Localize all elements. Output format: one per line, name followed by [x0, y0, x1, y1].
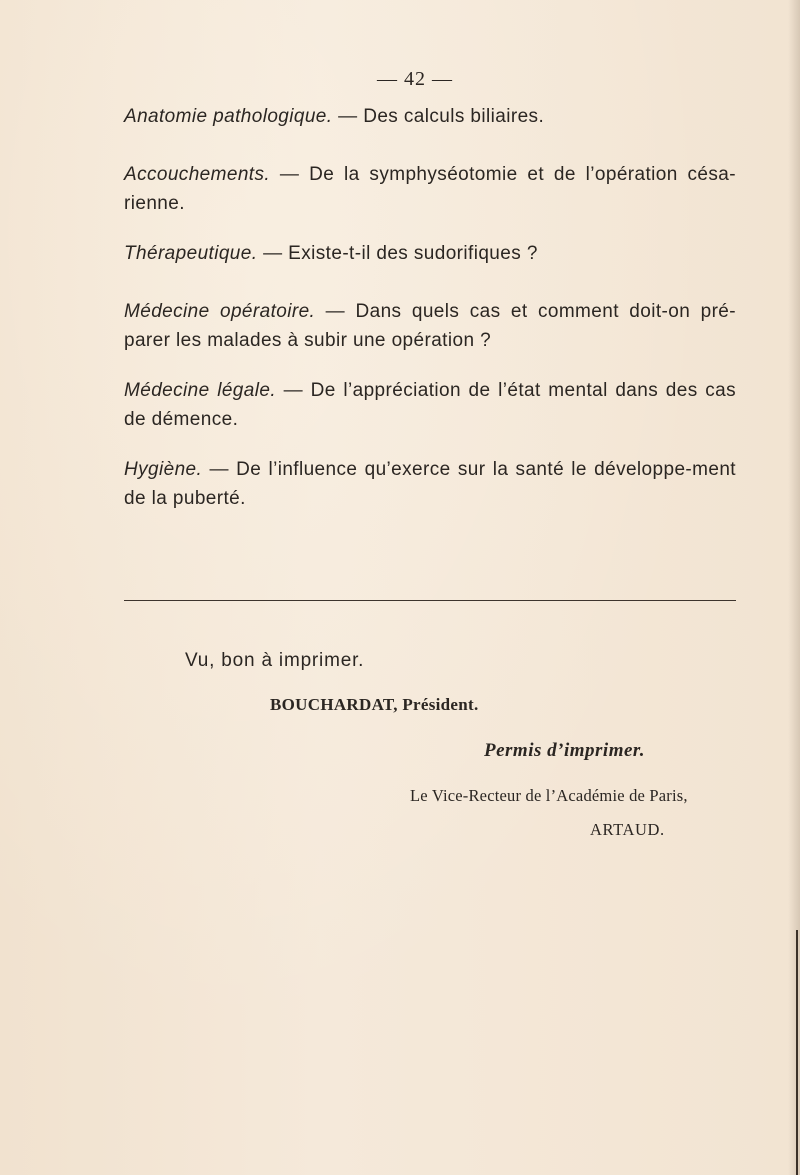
page-edge-shadow	[788, 0, 800, 1175]
thesis-question-hygiene	[124, 455, 736, 513]
question-text: — Des calculs biliaires.	[332, 106, 545, 127]
thesis-question-accouchements	[124, 160, 736, 218]
approval-signature: ARTAUD.	[590, 820, 665, 839]
page-number: — 42 —	[377, 68, 453, 90]
question-subject: Médecine légale.	[124, 380, 276, 401]
question-text: — Dans quels cas et comment doit-on pré-parer les malades à subir une opération ?	[124, 301, 737, 351]
question-subject: Accouchements.	[124, 164, 271, 185]
thesis-question-medecine-legale	[124, 376, 736, 434]
page-edge-mark	[796, 930, 798, 1175]
question-subject: Médecine opératoire.	[124, 301, 316, 322]
approval-permis: Permis d’imprimer.	[484, 740, 645, 761]
thesis-question-medecine-operatoire	[124, 297, 736, 355]
approval-president: BOUCHARDAT, Président.	[270, 695, 479, 714]
approval-recteur: Le Vice-Recteur de l’Académie de Paris,	[410, 786, 688, 805]
question-subject: Hygiène.	[124, 459, 203, 480]
question-text: — De l’appréciation de l’état mental dans des cas de démence.	[124, 380, 736, 430]
question-text: — Existe-t-il des sudorifiques ?	[257, 243, 538, 264]
section-divider	[124, 600, 736, 601]
question-subject: Thérapeutique.	[124, 243, 258, 264]
thesis-question-anatomie	[124, 102, 736, 131]
question-subject: Anatomie pathologique.	[124, 106, 333, 127]
question-text: — De l’influence qu’exerce sur la santé le développe-ment de la puberté.	[124, 459, 736, 509]
approval-vu: Vu, bon à imprimer.	[185, 650, 365, 671]
thesis-question-therapeutique	[124, 239, 736, 268]
question-text: — De la symphyséotomie et de l’opération césa-rienne.	[124, 164, 736, 214]
